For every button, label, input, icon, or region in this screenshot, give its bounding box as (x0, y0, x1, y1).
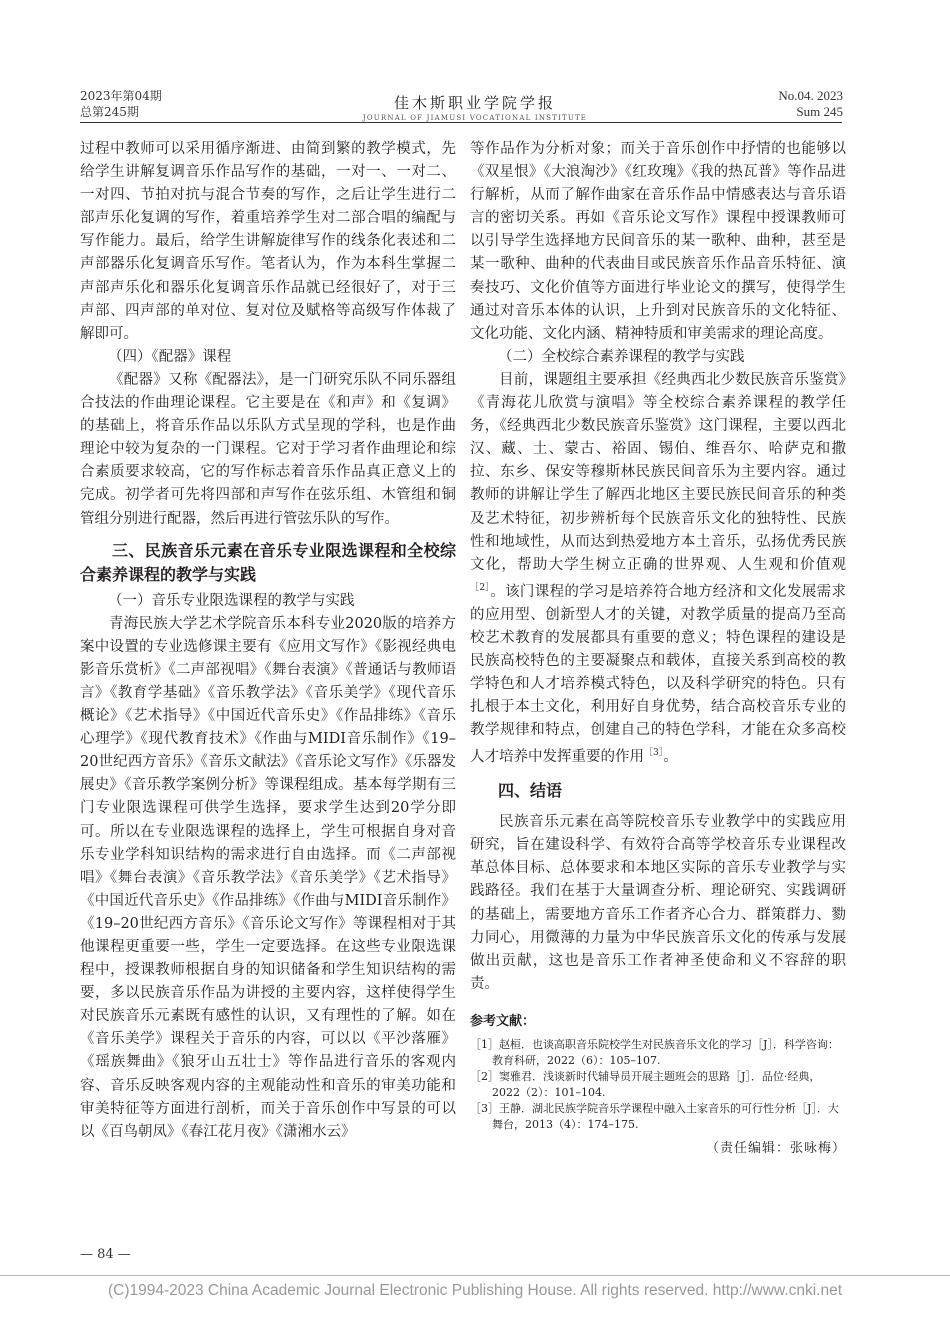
paragraph: 青海民族大学艺术学院音乐本科专业2020版的培养方案中设置的专业选修课主要有《应用文写作》《影视经典电影音乐赏析》《二声部视唱》《舞台表演》《普通话与教师语言》《教育学基础》《音乐教学法》《音乐美学》《现代音乐概论》《艺术指导》《中国近代音乐史》《作品排练》《音乐心理学》《现代教育技术》《作曲与MIDI音乐制作》《19–20世纪西方音乐》《音乐文献法》《音乐论文写作》《乐器发展史》《音乐教学案例分析》等课程组成。基本每学期有三门专业限选课程可供学生选择，要求学生达到20学分即可。所以在专业限选课程的选择上，学生可根据自身对音乐专业学科知识结构的需求进行自由选择。而《二声部视唱》《舞台表演》《音乐教学法》《音乐美学》《艺术指导》《中国近代音乐史》《作品排练》《作曲与MIDI音乐制作》《19–20世纪西方音乐》《音乐论文写作》等课程相对于其他课程更重要一些，学生一定要选择。在这些专业限选课程中，授课教师根据自身的知识储备和学生知识结构的需要，多以民族音乐作品为讲授的主要内容，这样使得学生对民族音乐元素既有感性的认识，又有理性的了解。如在《音乐美学》课程关于音乐的内容，可以以《平沙落雁》《瑶族舞曲》《狼牙山五壮士》等作品进行音乐的客观内容、音乐反映客观内容的主观能动性和音乐的审美功能和审美特征等方面进行剖析，而关于音乐创作中写景的可以以《百鸟朝凤》《春江花月夜》《潇湘水云》 (80, 615, 456, 1140)
citation-2[interactable]: ［2］ (470, 582, 491, 593)
issue-number-en: No.04. 2023 (778, 88, 843, 103)
right-column (470, 138, 846, 1160)
section-heading-3: 三、民族音乐元素在音乐专业限选课程和全校综合素养课程的教学与实践 (80, 540, 456, 584)
issue-year-number: 2023年第04期 (80, 89, 162, 103)
paragraph: 民族音乐元素在高等院校音乐专业教学中的实践应用研究，旨在建设科学、有效符合高等学校音乐专业课程改革总体目标、总体要求和本地区实际的音乐专业教学与实践路径。我们在基于大量调查分析、理论研究、实践调研的基础上，需要地方音乐工作者齐心合力、群策群力、勠力同心，用微薄的力量为中华民族音乐文化的传承与发展做出贡献，这也是音乐工作者神圣使命和义不容辞的职责。 (470, 814, 846, 992)
reference-item: ［3］王静．湖北民族学院音乐学课程中融入土家音乐的可行性分析［J］．大舞台，2013（4）：174–175. (470, 1102, 839, 1132)
section-heading-4: 四、结语 (498, 781, 563, 801)
footer-divider (0, 1275, 950, 1276)
subsection-heading-general: （二）全校综合素养课程的教学与实践 (498, 348, 745, 365)
paragraph: 等作品作为分析对象；而关于音乐创作中抒情的也能够以《双星恨》《大浪淘沙》《红玫瑰》《我的热瓦普》等作品进行解析，从而了解作曲家在音乐作品中情感表达与音乐语言的密切关系。再如《音乐论文写作》课程中授课教师可以引导学生选择地方民间音乐的某一歌种、曲种，甚至是某一歌种、曲种的代表曲目或民族音乐作品音乐特征、演奏技巧、文化价值等方面进行毕业论文的撰写，使得学生通过对音乐本体的认识，上升到对民族音乐的文化特征、文化功能、文化内涵、精神特质和审美需求的理论高度。 (470, 141, 846, 342)
left-column (80, 138, 456, 1144)
paragraph: 过程中教师可以采用循序渐进、由简到繁的教学模式，先给学生讲解复调音乐作品写作的基础，一对一、一对二、一对四、节拍对抗与混合节奏的写作，之后让学生进行二部声乐化复调的写作，着重培养学生对二部合唱的编配与写作能力。最后，给学生讲解旋律写作的线条化表述和二声部器乐化复调音乐写作。笔者认为，作为本科生掌握二声部声乐化和器乐化复调音乐作品就已经很好了，对于三声部、四声部的单对位、复对位及赋格等高级写作体裁了解即可。 (80, 141, 456, 342)
paragraph-text: 目前，课题组主要承担《经典西北少数民族音乐鉴赏》《青海花儿欣赏与演唱》等全校综合素养课程的教学任务，《经典西北少数民族音乐鉴赏》这门课程，主要以西北汉、藏、土、蒙古、裕固、锡伯、维吾尔、哈萨克和撒拉、东乡、保安等穆斯林民族民间音乐为主要内容。通过教师的讲解让学生了解西北地区主要民族民间音乐的种类及艺术特征，初步辨析每个民族音乐文化的独特性、民族性和地域性，从而达到热爱地方本土音乐，弘扬优秀民族文化，帮助大学生树立正确的世界观、人生观和价值观 (470, 371, 846, 573)
journal-title: 佳木斯职业学院学报 (393, 94, 556, 112)
page-number: — 84 — (80, 1247, 131, 1262)
paragraph: 《配器》又称《配器法》，是一门研究乐队不同乐器组合技法的作曲理论课程。它主要是在《和声》和《复调》的基础上，将音乐作品以乐队方式呈现的学科，也是作曲理论中较为复杂的一门课程。它对于学习者作曲理论和综合素质要求较高，它的写作标志着音乐作品真正意义上的完成。初学者可先将四部和声写作在弦乐组、木管组和铜管组分别进行配器，然后再进行管弦乐队的写作。 (80, 371, 456, 527)
issue-info-en (778, 88, 843, 120)
citation-3[interactable]: ［3］ (644, 748, 664, 759)
paragraph-text: 。 (663, 749, 678, 766)
references-heading: 参考文献： (470, 1013, 536, 1029)
responsible-editor: （责任编辑：张咏梅） (705, 1141, 846, 1157)
paragraph (470, 369, 846, 769)
issue-total-number: 总第245期 (80, 105, 139, 119)
reference-item: ［2］窦雅君．浅谈新时代辅导员开展主题班会的思路［J］．品位·经典，2022（2）：101–104. (470, 1070, 821, 1100)
reference-item: ［1］赵桓．也谈高职音乐院校学生对民族音乐文化的学习［J］．科学咨询：教育科研，2022（6）：105–107. (470, 1038, 839, 1068)
journal-subtitle: JOURNAL OF JIAMUSI VOCATIONAL INSTITUTE (362, 114, 588, 122)
header-divider (80, 122, 842, 123)
paragraph-text: 。该门课程的学习是培养符合地方经济和文化发展需求的应用型、创新型人才的关键，对教学质量的提高乃至高校艺术教育的发展都具有重要的意义；特色课程的建设是民族高校特色的主要凝聚点和载体，直接关系到高校的教学特色和人才培养模式特色，以及科学研究的特色。只有扎根于本土文化，利用好自身优势，结合高校音乐专业的教学规律和特点，创建自己的特色学科，才能在众多高校人才培养中发挥重要的作用 (470, 583, 847, 766)
issue-sum-en: Sum 245 (796, 104, 843, 119)
subsection-heading-orchestration: （四）《配器》课程 (108, 348, 232, 365)
subsection-heading-elective: （一）音乐专业限选课程的教学与实践 (108, 592, 355, 609)
copyright-footer: (C)1994-2023 China Academic Journal Electronic Publishing House. All rights reserved. http://www.cnki.net (107, 1282, 843, 1299)
